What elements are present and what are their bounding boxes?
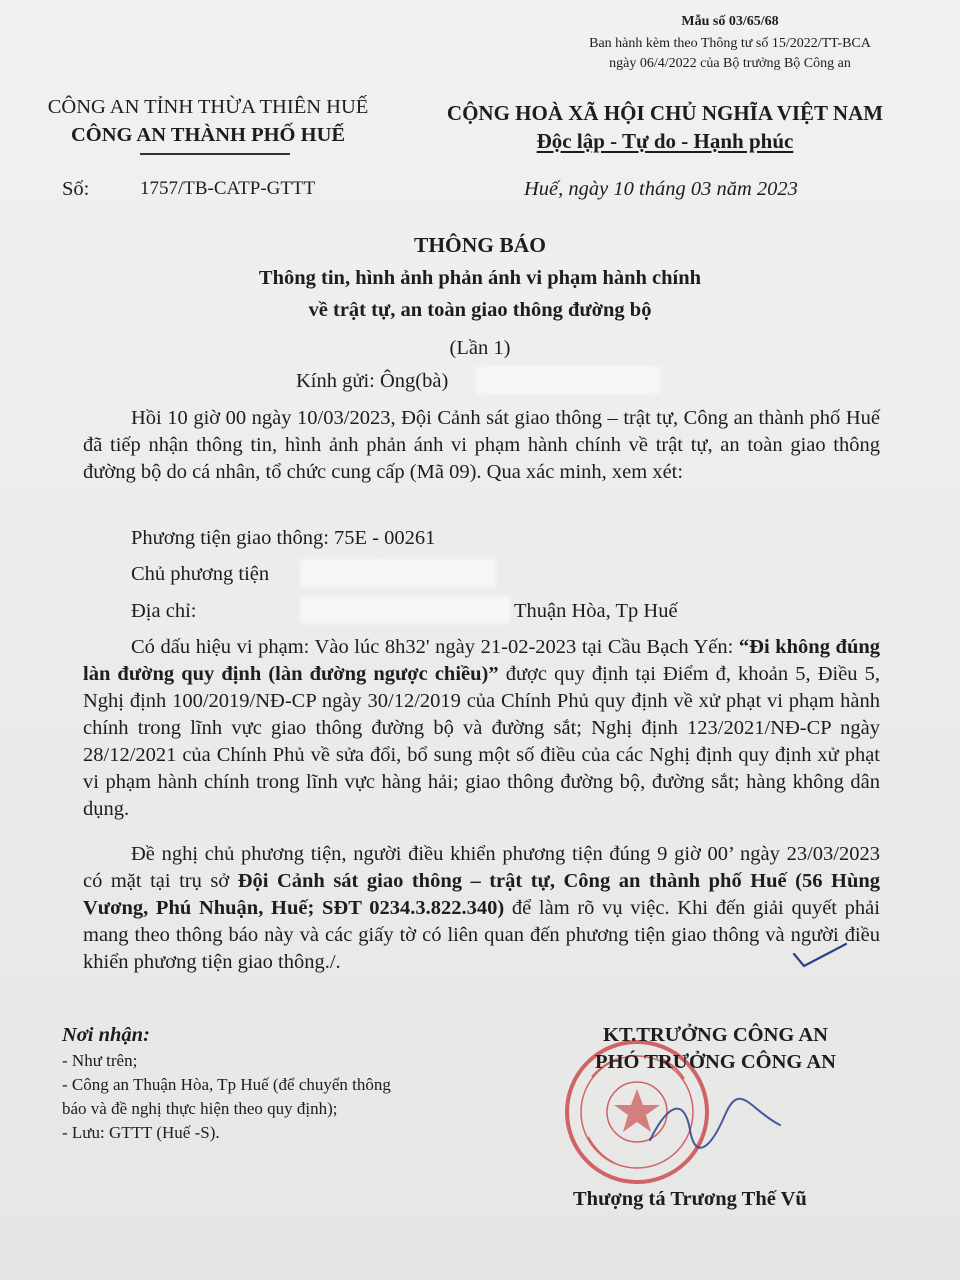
paragraph-request-text xyxy=(83,841,880,976)
paragraph-violation-text xyxy=(83,634,880,823)
nation-motto xyxy=(420,129,910,154)
address-label: Địa chỉ: xyxy=(131,600,197,622)
redacted-owner xyxy=(300,559,496,587)
request-office: Đội Cảnh sát giao thông – trật tự, Công an thành phố Huế (56 Hùng Vương, Phú Nhuận, Huế; SĐT 0234.3.822.340) xyxy=(83,870,880,919)
signature-title-1: KT.TRƯỞNG CÔNG AN xyxy=(603,1024,828,1046)
document-subtitle-1: Thông tin, hình ảnh phản ánh vi phạm hành chính xyxy=(258,267,702,289)
request-rest: để làm rõ vụ việc. Khi đến giải quyết phải mang theo thông báo này và các giấy tờ có liên quan đến phương tiện giao thông và người điều khiển phương tiện giao thông./. xyxy=(83,897,880,973)
redacted-recipient xyxy=(476,366,660,394)
paragraph-intro xyxy=(83,405,880,486)
agency-underline xyxy=(140,153,290,155)
agency-name: CÔNG AN THÀNH PHỐ HUẾ xyxy=(70,124,346,146)
place-date: Huế, ngày 10 tháng 03 năm 2023 xyxy=(524,178,798,200)
violation-offense: “Đi không đúng làn đường quy định (làn đường ngược chiều)” xyxy=(83,636,880,685)
handwritten-check-icon xyxy=(790,940,850,970)
redacted-address xyxy=(300,596,510,624)
form-issued-line-2: ngày 06/4/2022 của Bộ trưởng Bộ Công an xyxy=(609,56,851,71)
violation-intro: Có dấu hiệu vi phạm: Vào lúc 8h32' ngày 21-02-2023 tại Cầu Bạch Yến: xyxy=(131,636,739,658)
form-number: Mẫu số 03/65/68 xyxy=(681,14,779,29)
signer-name: Thượng tá Trương Thế Vũ xyxy=(573,1188,807,1210)
recipients-label: Nơi nhận: xyxy=(62,1024,150,1046)
motto-text: Độc lập - Tự do - Hạnh phúc xyxy=(536,129,794,153)
address-tail: Thuận Hòa, Tp Huế xyxy=(514,600,678,622)
recipient-item-3: - Lưu: GTTT (Huế -S). xyxy=(62,1123,220,1142)
form-issued-line-1: Ban hành kèm theo Thông tư số 15/2022/TT-BCA xyxy=(589,36,871,51)
paragraph-request xyxy=(83,841,880,976)
doc-number: 1757/TB-CATP-GTTT xyxy=(140,178,316,199)
recipient-item-1: - Như trên; xyxy=(62,1051,138,1070)
paragraph-intro-text: Hồi 10 giờ 00 ngày 10/03/2023, Đội Cảnh sát giao thông – trật tự, Công an thành phố Huế đã tiếp nhận thông tin, hình ảnh phản ánh vi phạm hành chính về trật tự, an toàn giao thông đường bộ do cá nhân, tổ chức cung cấp (Mã 09). Qua xác minh, xem xét: xyxy=(83,407,880,483)
doc-number-label: Số: xyxy=(62,178,90,200)
agency-parent: CÔNG AN TỈNH THỪA THIÊN HUẾ xyxy=(47,96,369,118)
nation-name: CỘNG HOÀ XÃ HỘI CHỦ NGHĨA VIỆT NAM xyxy=(446,101,884,125)
recipient-item-2b: báo và đề nghị thực hiện theo quy định); xyxy=(62,1099,338,1118)
violation-legal-basis: được quy định tại Điểm đ, khoản 5, Điều 5, Nghị định 100/2019/NĐ-CP ngày 30/12/2019 của Chính Phủ quy định về xử phạt vi phạm hành chính trong lĩnh vực giao thông đường bộ và đường sắt; Nghị định 123/2021/NĐ-CP ngày 28/12/2021 của Chính Phủ về sửa đổi, bổ sung một số điều của các Nghị định quy định xử phạt vi phạm hành chính trong lĩnh vực hàng hải; giao thông đường bộ, đường sắt; hàng không dân dụng. xyxy=(83,663,880,820)
signature-title-2: PHÓ TRƯỞNG CÔNG AN xyxy=(595,1051,836,1073)
document-subtitle-2: về trật tự, an toàn giao thông đường bộ xyxy=(308,299,652,321)
issue-number: (Lần 1) xyxy=(449,337,511,359)
recipient-item-2a: - Công an Thuận Hòa, Tp Huế (để chuyển thông xyxy=(62,1075,391,1094)
paragraph-violation xyxy=(83,634,880,823)
handwritten-signature xyxy=(640,1090,790,1160)
owner-label: Chủ phương tiện xyxy=(131,563,270,585)
request-intro: Đề nghị chủ phương tiện, người điều khiển phương tiện đúng 9 giờ 00’ ngày 23/03/2023 có mặt tại trụ sở xyxy=(83,843,880,892)
recipient-label: Kính gửi: Ông(bà) xyxy=(296,370,449,392)
vehicle-line: Phương tiện giao thông: 75E - 00261 xyxy=(131,527,436,549)
document-title: THÔNG BÁO xyxy=(413,233,546,257)
